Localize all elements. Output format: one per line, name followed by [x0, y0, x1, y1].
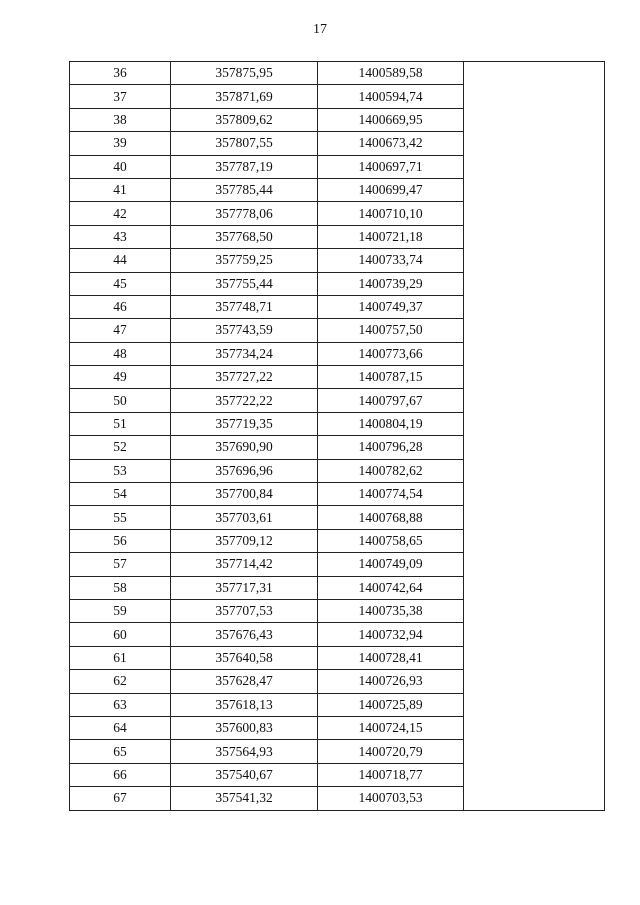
y-coordinate-cell: 1400758,65 [318, 529, 464, 552]
y-coordinate-cell: 1400733,74 [318, 249, 464, 272]
x-coordinate-cell: 357628,47 [171, 670, 318, 693]
x-coordinate-cell: 357809,62 [171, 108, 318, 131]
x-coordinate-cell: 357540,67 [171, 763, 318, 786]
y-coordinate-cell: 1400787,15 [318, 366, 464, 389]
x-coordinate-cell: 357600,83 [171, 716, 318, 739]
y-coordinate-cell: 1400718,77 [318, 763, 464, 786]
empty-column-cell [464, 62, 605, 811]
point-number-cell: 38 [70, 108, 171, 131]
y-coordinate-cell: 1400796,28 [318, 436, 464, 459]
point-number-cell: 66 [70, 763, 171, 786]
y-coordinate-cell: 1400697,71 [318, 155, 464, 178]
point-number-cell: 52 [70, 436, 171, 459]
y-coordinate-cell: 1400757,50 [318, 319, 464, 342]
y-coordinate-cell: 1400749,37 [318, 295, 464, 318]
point-number-cell: 44 [70, 249, 171, 272]
x-coordinate-cell: 357703,61 [171, 506, 318, 529]
y-coordinate-cell: 1400724,15 [318, 716, 464, 739]
y-coordinate-cell: 1400797,67 [318, 389, 464, 412]
y-coordinate-cell: 1400726,93 [318, 670, 464, 693]
point-number-cell: 59 [70, 599, 171, 622]
point-number-cell: 50 [70, 389, 171, 412]
x-coordinate-cell: 357778,06 [171, 202, 318, 225]
point-number-cell: 48 [70, 342, 171, 365]
x-coordinate-cell: 357734,24 [171, 342, 318, 365]
page-number: 17 [313, 22, 327, 37]
x-coordinate-cell: 357719,35 [171, 412, 318, 435]
x-coordinate-cell: 357707,53 [171, 599, 318, 622]
y-coordinate-cell: 1400742,64 [318, 576, 464, 599]
table-row [70, 62, 605, 85]
point-number-cell: 49 [70, 366, 171, 389]
x-coordinate-cell: 357743,59 [171, 319, 318, 342]
y-coordinate-cell: 1400773,66 [318, 342, 464, 365]
x-coordinate-cell: 357700,84 [171, 483, 318, 506]
x-coordinate-cell: 357755,44 [171, 272, 318, 295]
y-coordinate-cell: 1400774,54 [318, 483, 464, 506]
x-coordinate-cell: 357727,22 [171, 366, 318, 389]
x-coordinate-cell: 357722,22 [171, 389, 318, 412]
y-coordinate-cell: 1400732,94 [318, 623, 464, 646]
y-coordinate-cell: 1400720,79 [318, 740, 464, 763]
point-number-cell: 67 [70, 787, 171, 810]
point-number-cell: 40 [70, 155, 171, 178]
x-coordinate-cell: 357640,58 [171, 646, 318, 669]
point-number-cell: 54 [70, 483, 171, 506]
y-coordinate-cell: 1400728,41 [318, 646, 464, 669]
point-number-cell: 57 [70, 553, 171, 576]
point-number-cell: 42 [70, 202, 171, 225]
x-coordinate-cell: 357871,69 [171, 85, 318, 108]
point-number-cell: 56 [70, 529, 171, 552]
point-number-cell: 46 [70, 295, 171, 318]
x-coordinate-cell: 357618,13 [171, 693, 318, 716]
x-coordinate-cell: 357690,90 [171, 436, 318, 459]
point-number-cell: 37 [70, 85, 171, 108]
point-number-cell: 47 [70, 319, 171, 342]
point-number-cell: 36 [70, 62, 171, 85]
y-coordinate-cell: 1400768,88 [318, 506, 464, 529]
y-coordinate-cell: 1400739,29 [318, 272, 464, 295]
y-coordinate-cell: 1400594,74 [318, 85, 464, 108]
y-coordinate-cell: 1400699,47 [318, 178, 464, 201]
x-coordinate-cell: 357564,93 [171, 740, 318, 763]
point-number-cell: 53 [70, 459, 171, 482]
point-number-cell: 65 [70, 740, 171, 763]
x-coordinate-cell: 357748,71 [171, 295, 318, 318]
x-coordinate-cell: 357759,25 [171, 249, 318, 272]
x-coordinate-cell: 357676,43 [171, 623, 318, 646]
x-coordinate-cell: 357541,32 [171, 787, 318, 810]
point-number-cell: 64 [70, 716, 171, 739]
y-coordinate-cell: 1400703,53 [318, 787, 464, 810]
y-coordinate-cell: 1400735,38 [318, 599, 464, 622]
y-coordinate-cell: 1400749,09 [318, 553, 464, 576]
point-number-cell: 60 [70, 623, 171, 646]
x-coordinate-cell: 357785,44 [171, 178, 318, 201]
y-coordinate-cell: 1400721,18 [318, 225, 464, 248]
point-number-cell: 43 [70, 225, 171, 248]
x-coordinate-cell: 357696,96 [171, 459, 318, 482]
x-coordinate-cell: 357717,31 [171, 576, 318, 599]
y-coordinate-cell: 1400782,62 [318, 459, 464, 482]
point-number-cell: 61 [70, 646, 171, 669]
point-number-cell: 55 [70, 506, 171, 529]
point-number-cell: 45 [70, 272, 171, 295]
x-coordinate-cell: 357714,42 [171, 553, 318, 576]
y-coordinate-cell: 1400589,58 [318, 62, 464, 85]
y-coordinate-cell: 1400710,10 [318, 202, 464, 225]
point-number-cell: 41 [70, 178, 171, 201]
point-number-cell: 62 [70, 670, 171, 693]
coordinates-table [69, 61, 605, 811]
x-coordinate-cell: 357787,19 [171, 155, 318, 178]
x-coordinate-cell: 357709,12 [171, 529, 318, 552]
y-coordinate-cell: 1400673,42 [318, 132, 464, 155]
x-coordinate-cell: 357875,95 [171, 62, 318, 85]
y-coordinate-cell: 1400669,95 [318, 108, 464, 131]
x-coordinate-cell: 357768,50 [171, 225, 318, 248]
x-coordinate-cell: 357807,55 [171, 132, 318, 155]
coordinates-table-body [70, 62, 605, 811]
point-number-cell: 51 [70, 412, 171, 435]
point-number-cell: 39 [70, 132, 171, 155]
point-number-cell: 58 [70, 576, 171, 599]
y-coordinate-cell: 1400804,19 [318, 412, 464, 435]
point-number-cell: 63 [70, 693, 171, 716]
y-coordinate-cell: 1400725,89 [318, 693, 464, 716]
